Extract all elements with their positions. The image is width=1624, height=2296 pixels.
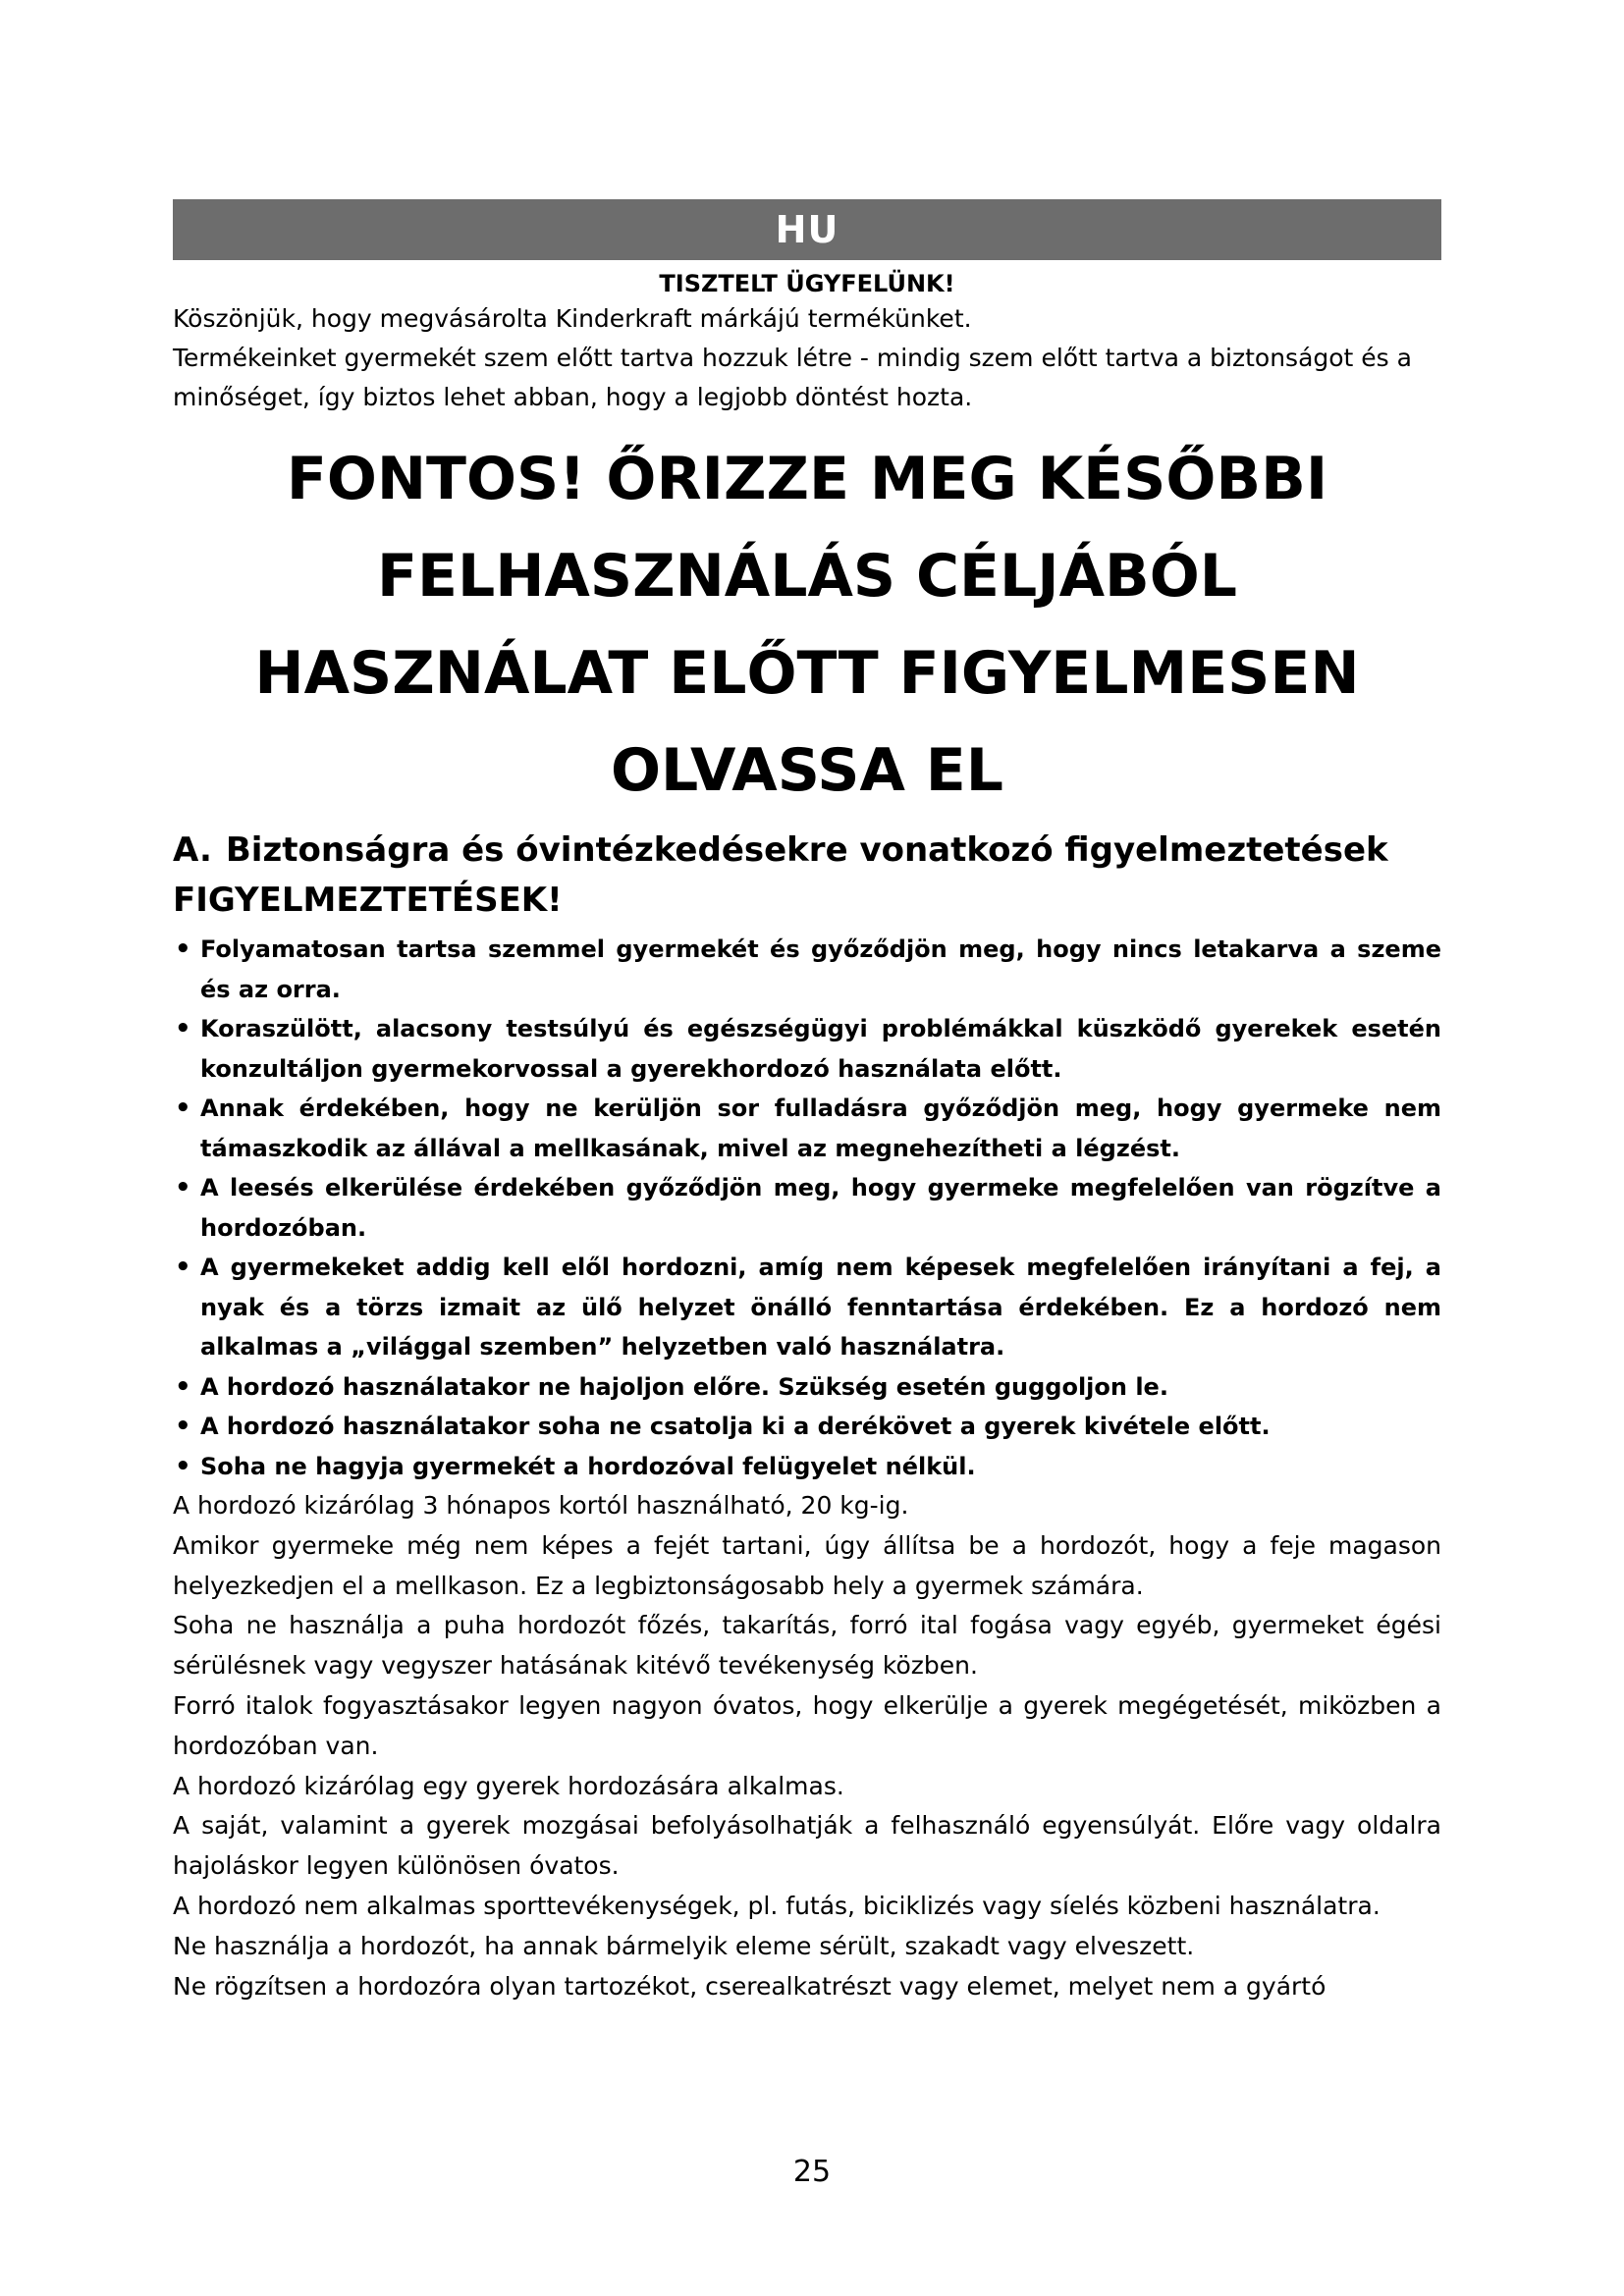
important-line: HASZNÁLAT ELŐTT FIGYELMESEN — [254, 639, 1360, 708]
warning-item — [173, 1367, 1441, 1408]
warning-item — [173, 1248, 1441, 1367]
section-letter: A. — [173, 830, 212, 870]
section-title-text: Biztonságra és óvintézkedésekre vonatkozó figyelmeztetések — [225, 830, 1388, 870]
intro-paragraph: Termékeinket gyermekét szem előtt tartva hozzuk létre - mindig szem előtt tartva a biztonságot és a minőséget, így biztos lehet abban, hogy a legjobb döntést hozta. — [173, 344, 1412, 411]
section-title — [173, 826, 1441, 875]
body-paragraph: Soha ne használja a puha hordozót főzés, takarítás, forró ital fogása vagy egyéb, gyermeket égési sérülésnek vagy vegyszer hatásának kitévő tevékenység közben. — [173, 1611, 1441, 1681]
greeting-heading: TISZTELT ÜGYFELÜNK! — [659, 270, 955, 297]
body-paragraph: A hordozó nem alkalmas sporttevékenységek, pl. futás, biciklizés vagy síelés közbeni használatra. — [173, 1891, 1380, 1920]
bullet-icon: • — [175, 1253, 191, 1282]
warning-item — [173, 1447, 1441, 1487]
warning-item — [173, 1168, 1441, 1248]
body-paragraph: A hordozó kizárólag 3 hónapos kortól használható, 20 kg-ig. — [173, 1491, 909, 1520]
warning-text: Folyamatosan tartsa szemmel gyermekét és győződjön meg, hogy nincs letakarva a szeme és az orra. — [200, 935, 1441, 1003]
bullet-icon: • — [175, 1094, 191, 1123]
warning-text: A gyermekeket addig kell elől hordozni, amíg nem képesek megfelelően irányítani a fej, a nyak és a törzs izmait az ülő helyzet önálló fenntartása érdekében. Ez a hordozó nem alkalmas a „világgal szemben” helyzetben való használatra. — [200, 1254, 1441, 1361]
warning-text: Soha ne hagyja gyermekét a hordozóval felügyelet nélkül. — [200, 1452, 976, 1480]
body-paragraph: Amikor gyermeke még nem képes a fejét tartani, úgy állítsa be a hordozót, hogy a feje magason helyezkedjen el a mellkason. Ez a legbiztonságosabb hely a gyermek számára. — [173, 1530, 1441, 1600]
bullet-icon: • — [175, 1371, 191, 1402]
bullet-icon: • — [175, 1451, 191, 1481]
intro-text — [173, 299, 1441, 417]
body-paragraph: Ne rögzítsen a hordozóra olyan tartozékot, cserealkatrészt vagy elemet, melyet nem a gyártó — [173, 1971, 1326, 2001]
important-line: FONTOS! ŐRIZZE MEG KÉSŐBBI — [286, 445, 1328, 513]
warning-text: A hordozó használatakor ne hajoljon előre. Szükség esetén guggoljon le. — [200, 1372, 1168, 1401]
warnings-list — [173, 930, 1441, 1486]
warning-item — [173, 1089, 1441, 1168]
body-paragraph: Ne használja a hordozót, ha annak bármelyik eleme sérült, szakadt vagy elveszett. — [173, 1931, 1195, 1960]
body-paragraph: Forró italok fogyasztásakor legyen nagyon óvatos, hogy elkerülje a gyerek megégetését, miközben a hordozóban van. — [173, 1690, 1441, 1760]
language-header-bar: HU — [173, 199, 1441, 260]
document-page — [173, 199, 1441, 2006]
body-paragraph: A saját, valamint a gyerek mozgásai befolyásolhatják a felhasználó egyensúlyát. Előre vagy oldalra hajoláskor legyen különösen óvatos. — [173, 1811, 1441, 1881]
intro-paragraph: Köszönjük, hogy megvásárolta Kinderkraft márkájú termékünket. — [173, 304, 972, 333]
warning-item — [173, 1407, 1441, 1447]
bullet-icon: • — [175, 934, 191, 964]
warnings-heading: FIGYELMEZTETÉSEK! — [173, 881, 563, 920]
bullet-icon: • — [175, 1173, 191, 1202]
warning-text: A hordozó használatakor soha ne csatolja ki a derékövet a gyerek kivétele előtt. — [200, 1413, 1271, 1440]
warning-text: Koraszülött, alacsony testsúlyú és egészségügyi problémákkal küszködő gyerekek esetén konzultáljon gyermekorvossal a gyerekhordozó használata előtt. — [200, 1015, 1441, 1083]
bullet-icon: • — [175, 1014, 191, 1043]
warning-text: A leesés elkerülése érdekében győződjön meg, hogy gyermeke megfelelően van rögzítve a hordozóban. — [200, 1174, 1441, 1242]
warning-text: Annak érdekében, hogy ne kerüljön sor fulladásra győződjön meg, hogy gyermeke nem támaszkodik az állával a mellkasának, mivel az megnehezítheti a légzést. — [200, 1095, 1441, 1162]
page-number: 25 — [792, 2155, 832, 2189]
important-line: FELHASZNÁLÁS CÉLJÁBÓL — [377, 542, 1237, 611]
body-paragraph: A hordozó kizárólag egy gyerek hordozására alkalmas. — [173, 1771, 844, 1800]
bullet-icon: • — [175, 1412, 191, 1441]
warning-item — [173, 930, 1441, 1009]
important-line: OLVASSA EL — [610, 736, 1004, 805]
important-notice — [173, 431, 1441, 820]
body-paragraphs — [173, 1486, 1441, 2006]
warning-item — [173, 1009, 1441, 1089]
